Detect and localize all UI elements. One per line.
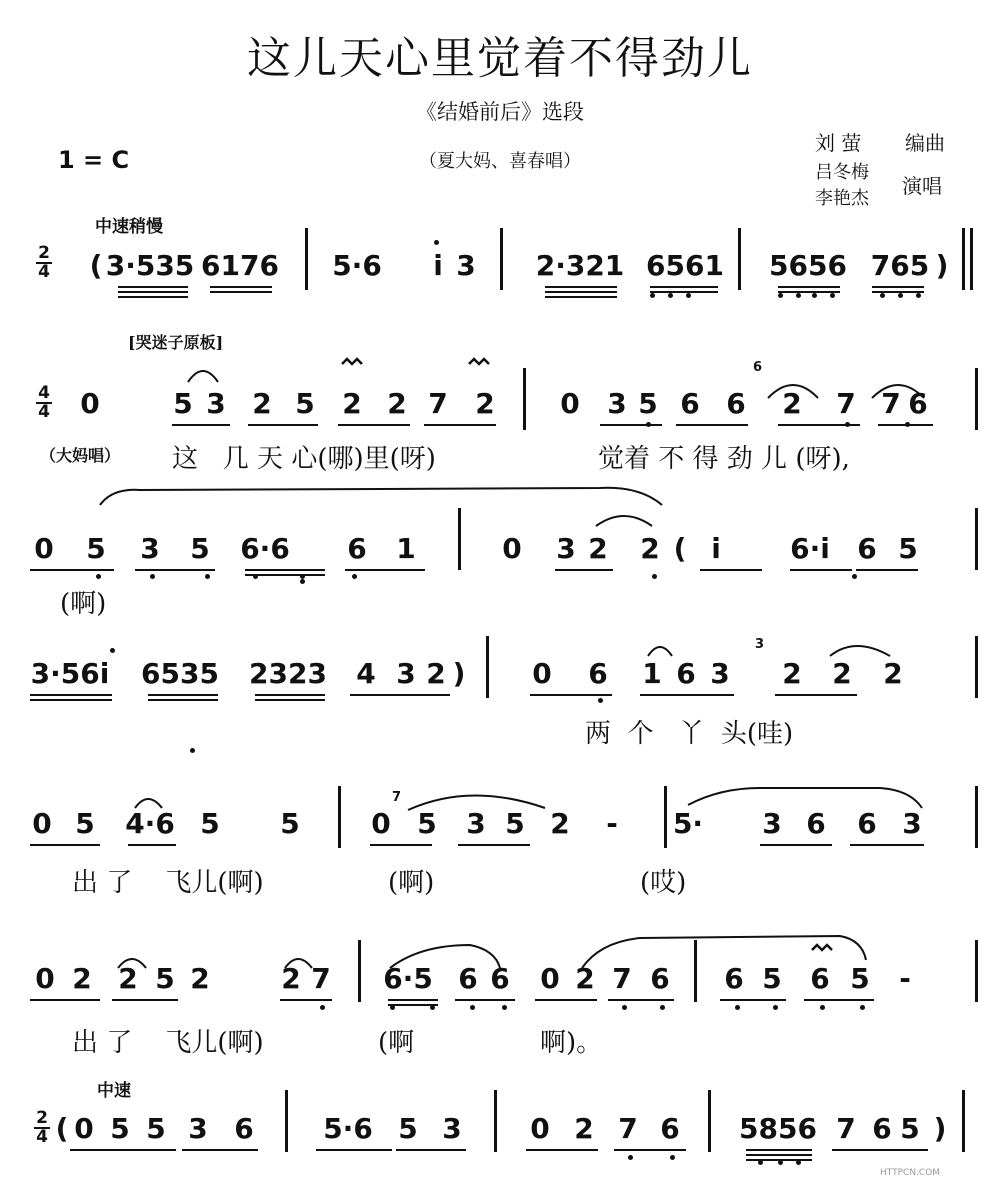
beam-line [30,569,114,571]
lyric-line: 这 几 天 心(哪)里(呀) [172,444,436,474]
beam-line [248,424,318,426]
beam-line [338,424,410,426]
octave-dot [852,574,857,579]
octave-dot [905,422,910,427]
beam-line [70,1149,176,1151]
octave-dot [758,1160,763,1165]
beam-line [545,296,617,298]
score-note: 0 [371,807,391,840]
lyric-line: 出 了 飞儿(啊) [72,868,264,898]
composer-role: 编曲 [905,131,945,155]
beam-line [640,694,734,696]
beam-line [182,1149,258,1151]
score-note: 2 [252,387,272,420]
tempo-marking-2: 中速 [97,1081,131,1101]
slur [648,647,672,656]
bar-line [962,228,965,290]
lyric-line: 啊)。 [540,1028,603,1058]
octave-dot [352,574,357,579]
bar-line [975,368,978,430]
beam-line [370,844,432,846]
score-note: 6 [726,387,746,420]
beam-line [245,569,325,571]
time-signature: 4 4 [36,385,52,421]
score-note: 5·6 [332,249,382,282]
lyric-line: 两 个 丫 头(哇) [585,719,794,749]
score-note: 765 [870,249,930,282]
score-note: 3 [762,807,782,840]
score-note: 0 [532,657,552,690]
octave-dot [300,579,305,584]
score-note: 6 [810,962,830,995]
beam-line [530,694,612,696]
score-note: 5 [898,532,918,565]
watermark-text: HTTPCN.COM [880,1168,941,1178]
score-note: 6 [680,387,700,420]
lyric-line: 觉着 不 得 劲 儿 (呀), [598,444,850,474]
octave-dot [830,293,835,298]
beam-line [210,286,272,288]
score-note: 6 [857,532,877,565]
bar-line [975,940,978,1002]
score-note: 1 [642,657,662,690]
beam-line [760,844,832,846]
beam-line [600,424,662,426]
score-note: 0 [530,1112,550,1145]
bar-line [664,786,667,848]
score-note: 3 [710,657,730,690]
score-note: 6·i [790,532,830,565]
octave-dot [670,1155,675,1160]
lyric-line: (啊) [388,868,435,898]
score-note: 3 [206,387,226,420]
beam-line [790,569,852,571]
beam-line [545,291,617,293]
score-note: 5· [672,807,704,840]
slur [188,371,218,382]
section-label: [哭迷子原板] [128,333,224,352]
score-note: 3 [140,532,160,565]
bar-line [975,636,978,698]
score-note: 6535 [141,657,219,690]
beam-line [396,1149,466,1151]
score-note: 5 [417,807,437,840]
score-note: 3 [442,1112,462,1145]
role-label: （大妈唱） [40,446,121,465]
beam-line [850,844,924,846]
beam-line [148,694,218,696]
singers-note: （夏大妈、喜春唱） [419,151,581,172]
mordent [342,359,362,364]
score-note: 7 [836,1112,856,1145]
octave-dot [646,422,651,427]
beam-line [856,569,918,571]
slur [830,646,890,656]
octave-dot [650,293,655,298]
score-note: 2 [387,387,407,420]
bar-line [338,786,341,848]
slur [596,516,652,526]
score-note: 5 [200,807,220,840]
beam-line [30,699,112,701]
beam-line [778,286,840,288]
beam-line [526,1149,598,1151]
score-note: 6 [490,962,510,995]
score-note: 2 [118,962,138,995]
bar-line [285,1090,288,1152]
score-note: 0 [540,962,560,995]
score-note: 2 [342,387,362,420]
beam-line [458,844,530,846]
octave-dot [652,574,657,579]
beam-line [30,694,112,696]
octave-dot [773,1005,778,1010]
score-note: 6 [908,387,928,420]
score-note: 6 [458,962,478,995]
octave-dot [845,422,850,427]
score-note: 2 [832,657,852,690]
beam-line [172,424,230,426]
bar-line [738,228,741,290]
slur [100,488,662,505]
score-note: 3 [188,1112,208,1145]
bar-line [694,940,697,1002]
score-note: 2 [190,962,210,995]
score-note: 0 [35,962,55,995]
score-note: 2 [782,387,802,420]
score-note: 5 [110,1112,130,1145]
score-note: ( [89,249,103,282]
octave-dot [320,1005,325,1010]
score-note: - [899,962,911,995]
octave-dot [598,698,603,703]
score-note: 7 [428,387,448,420]
beam-line [350,694,450,696]
score-note: 5·6 [323,1112,373,1145]
grace-note: 3 [755,637,765,652]
score-note: 6 [806,807,826,840]
score-note: 6 [872,1112,892,1145]
octave-dot [820,1005,825,1010]
subtitle: 《结婚前后》选段 [416,100,584,124]
octave-dot [778,1160,783,1165]
score-note: ( [673,532,687,565]
bar-line [494,1090,497,1152]
time-signature: 2 4 [34,1110,50,1146]
bar-line [975,508,978,570]
key-signature: 1 = C [58,146,130,174]
octave-dot [778,293,783,298]
score-note: 6176 [201,249,279,282]
beam-line [316,1149,392,1151]
beam-line [118,296,188,298]
bar-line [500,228,503,290]
beam-line [720,999,786,1001]
octave-dot [622,1005,627,1010]
score-note: ) [452,657,466,690]
score-note: 5 [850,962,870,995]
score-note: i [433,249,443,282]
beam-line [608,999,674,1001]
grace-note: 7 [392,790,402,805]
octave-dot [150,574,155,579]
beam-line [746,1149,812,1151]
score-note: 3 [466,807,486,840]
score-note: 7 [612,962,632,995]
score-note: 5 [505,807,525,840]
slur [688,788,922,808]
score-note: 5 [900,1112,920,1145]
beam-line [700,569,762,571]
beam-line [650,291,718,293]
score-note: 0 [502,532,522,565]
octave-dot [96,574,101,579]
score-note: 3 [607,387,627,420]
score-note: ( [55,1112,69,1145]
beam-line [455,999,515,1001]
octave-dot [880,293,885,298]
performer-2: 李艳杰 [815,188,869,209]
octave-dot [470,1005,475,1010]
bar-line [975,786,978,848]
mordent [812,945,832,950]
score-note: 2 [550,807,570,840]
octave-dot [796,293,801,298]
score-note: 3·56i [30,657,110,690]
beam-line [676,424,748,426]
beam-line [255,694,325,696]
beam-line [804,999,874,1001]
score-note: 6 [857,807,877,840]
score-note: 5 [762,962,782,995]
score-note: 2 [574,1112,594,1145]
lyric-line: (哎) [640,868,687,898]
score-note: 2 [72,962,92,995]
score-note: 6 [676,657,696,690]
score-note: 5 [86,532,106,565]
octave-dot [390,1005,395,1010]
beam-line [345,569,425,571]
score-note: ) [933,1112,947,1145]
mordent [469,359,489,364]
lyric-line: (啊) [60,589,107,619]
score-note: 0 [32,807,52,840]
bar-line [458,508,461,570]
score-note: 2 [883,657,903,690]
grace-note: 6 [753,360,763,375]
score-note: 4 [356,657,376,690]
beam-line [775,694,857,696]
time-signature: 2 4 [36,245,52,281]
score-note: 2 [281,962,301,995]
score-note: 0 [74,1112,94,1145]
score-note: 2 [782,657,802,690]
beam-line [118,291,188,293]
octave-dot [434,240,439,245]
score-note: 6 [234,1112,254,1145]
bar-line [970,228,973,290]
tempo-marking: 中速稍慢 [95,217,163,237]
score-note: 0 [560,387,580,420]
performer-role: 演唱 [902,174,942,198]
page-title: 这儿天心里觉着不得劲儿 [247,33,753,84]
score-note: 3 [556,532,576,565]
bar-line [962,1090,965,1152]
octave-dot [898,293,903,298]
score-note: 7 [836,387,856,420]
score-note: 1 [396,532,416,565]
beam-line [545,286,617,288]
score-note: 6 [347,532,367,565]
score-note: 2 [475,387,495,420]
score-note: 6·5 [383,962,433,995]
score-note: 5656 [769,249,847,282]
lyric-line: 出 了 飞儿(啊) [72,1028,264,1058]
composer-name: 刘 萤 [815,131,862,155]
score-note: 5 [173,387,193,420]
beam-line [424,424,496,426]
beam-line [255,699,325,701]
beam-line [388,999,438,1001]
score-note: - [606,807,618,840]
score-note: 2 [640,532,660,565]
beam-line [128,844,176,846]
score-note: 5 [190,532,210,565]
score-note: 3 [902,807,922,840]
octave-dot [190,748,195,753]
octave-dot [916,293,921,298]
beam-line [555,569,613,571]
bar-line [305,228,308,290]
octave-dot [253,574,258,579]
beam-line [872,286,924,288]
bar-line [486,636,489,698]
beam-line [118,286,188,288]
beam-line [30,844,100,846]
beam-line [148,699,218,701]
octave-dot [660,1005,665,1010]
beam-line [210,291,272,293]
score-note: 6 [660,1112,680,1145]
score-note: 2 [588,532,608,565]
octave-dot [205,574,210,579]
score-note: 2 [575,962,595,995]
score-note: 5 [638,387,658,420]
score-note: 6 [588,657,608,690]
beam-line [650,286,718,288]
beam-line [280,999,332,1001]
score-note: 6·6 [240,532,290,565]
octave-dot [502,1005,507,1010]
score-note: 7 [311,962,331,995]
score-note: 5 [295,387,315,420]
octave-dot [796,1160,801,1165]
score-note: 5 [75,807,95,840]
score-note: 6561 [646,249,724,282]
score-note: 5 [398,1112,418,1145]
octave-dot [668,293,673,298]
score-note: 0 [34,532,54,565]
octave-dot [628,1155,633,1160]
score-note: 5 [146,1112,166,1145]
score-note: ) [935,249,949,282]
score-note: 6 [724,962,744,995]
score-note: 3 [456,249,476,282]
beam-line [614,1149,686,1151]
score-note: 5 [280,807,300,840]
score-note: 5 [155,962,175,995]
beam-line [112,999,178,1001]
octave-dot [430,1005,435,1010]
bar-line [708,1090,711,1152]
score-note: 3 [396,657,416,690]
beam-line [30,999,100,1001]
score-note: 0 [80,387,100,420]
score-note: 4·6 [125,807,175,840]
score-note: 7 [881,387,901,420]
bar-line [358,940,361,1002]
octave-dot [110,648,115,653]
beam-line [746,1154,812,1156]
beam-line [832,1149,928,1151]
score-note: i [711,532,721,565]
score-note: 5856 [739,1112,817,1145]
lyric-line: (啊 [378,1028,415,1058]
score-note: 2323 [249,657,327,690]
score-note: 2 [426,657,446,690]
octave-dot [686,293,691,298]
octave-dot [812,293,817,298]
score-note: 7 [618,1112,638,1145]
bar-line [523,368,526,430]
beam-line [135,569,215,571]
score-note: 3·535 [105,249,195,282]
beam-line [535,999,597,1001]
score-note: 2·321 [535,249,625,282]
octave-dot [860,1005,865,1010]
performer-1: 吕冬梅 [815,162,869,183]
score-note: 6 [650,962,670,995]
octave-dot [735,1005,740,1010]
